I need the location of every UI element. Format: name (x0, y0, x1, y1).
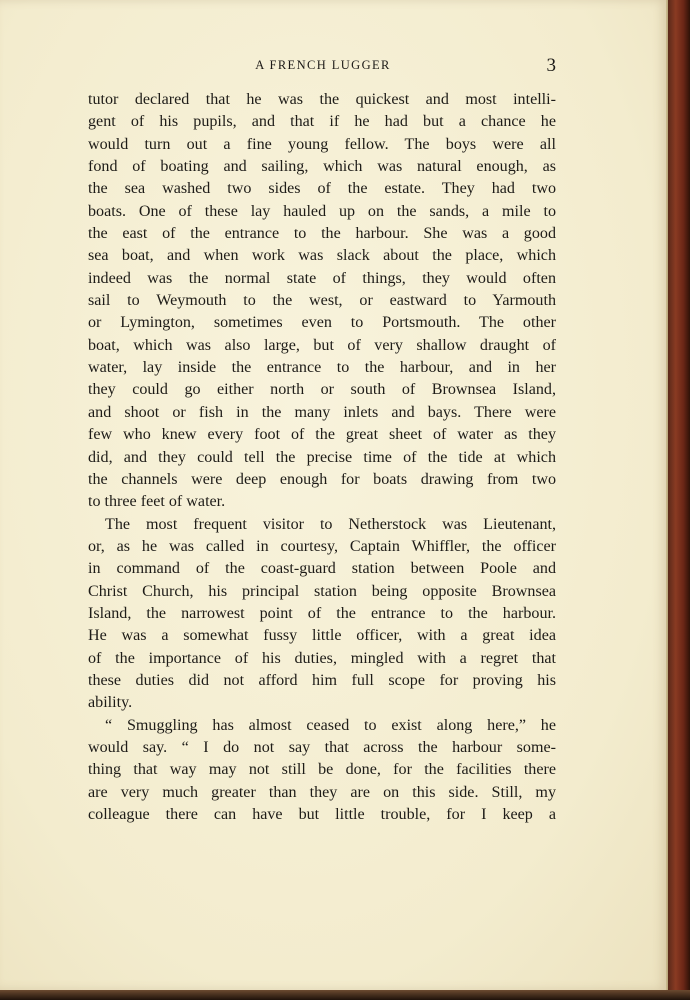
text-line: fond of boating and sailing, which was natural enough, as (88, 158, 556, 176)
text-line: are very much greater than they are on this side. Still, my (88, 783, 556, 801)
text-line: water, lay inside the entrance to the harbour, and in her (88, 359, 556, 377)
text-line: or Lymington, sometimes even to Portsmouth. The other (88, 314, 556, 332)
text-line: sail to Weymouth to the west, or eastward to Yarmouth (88, 292, 556, 310)
text-line: He was a somewhat fussy little officer, with a great idea (88, 627, 556, 645)
book-binding (668, 0, 690, 1000)
text-line: did, and they could tell the precise time of the tide at which (88, 448, 556, 466)
text-line: they could go either north or south of Brownsea Island, (88, 381, 556, 399)
text-line: boat, which was also large, but of very shallow draught of (88, 336, 556, 354)
text-line: boats. One of these lay hauled up on the sands, a mile to (88, 202, 556, 220)
text-line: The most frequent visitor to Netherstock was Lieutenant, (105, 515, 556, 533)
text-line: to three feet of water. (88, 493, 226, 511)
text-line: would turn out a fine young fellow. The boys were all (88, 135, 556, 153)
text-line: ability. (88, 694, 133, 712)
text-line: and shoot or fish in the many inlets and bays. There were (88, 403, 556, 421)
text-line: thing that way may not still be done, for the facilities there (88, 761, 556, 779)
text-line: of the importance of his duties, mingled with a regret that (88, 649, 556, 667)
text-line: “ Smuggling has almost ceased to exist along here,” he (105, 716, 556, 734)
text-line: would say. “ I do not say that across the harbour some- (88, 738, 556, 756)
text-line: colleague there can have but little trouble, for I keep a (88, 806, 556, 823)
text-line: gent of his pupils, and that if he had but a chance he (88, 113, 556, 131)
text-line: these duties did not afford him full scope for proving his (88, 671, 556, 689)
page-number: 3 (546, 55, 556, 76)
text-line: few who knew every foot of the great sheet of water as they (88, 426, 556, 444)
body-text (88, 89, 556, 826)
text-line: in command of the coast-guard station between Poole and (88, 560, 556, 578)
text-line: Island, the narrowest point of the entrance to the harbour. (88, 604, 556, 622)
text-line: the sea washed two sides of the estate. They had two (88, 180, 556, 198)
page-header (88, 55, 558, 78)
text-line: sea boat, and when work was slack about the place, which (88, 247, 556, 265)
text-line: Christ Church, his principal station being opposite Brownsea (88, 582, 556, 600)
bottom-edge (0, 990, 690, 1000)
text-line: the channels were deep enough for boats drawing from two (88, 470, 556, 488)
text-line: or, as he was called in courtesy, Captain Whiffler, the officer (88, 537, 556, 555)
text-line: indeed was the normal state of things, they would often (88, 269, 556, 287)
text-line: the east of the entrance to the harbour. She was a good (88, 225, 556, 243)
running-title: A FRENCH LUGGER (255, 58, 391, 72)
text-line: tutor declared that he was the quickest and most intelli- (88, 91, 556, 108)
